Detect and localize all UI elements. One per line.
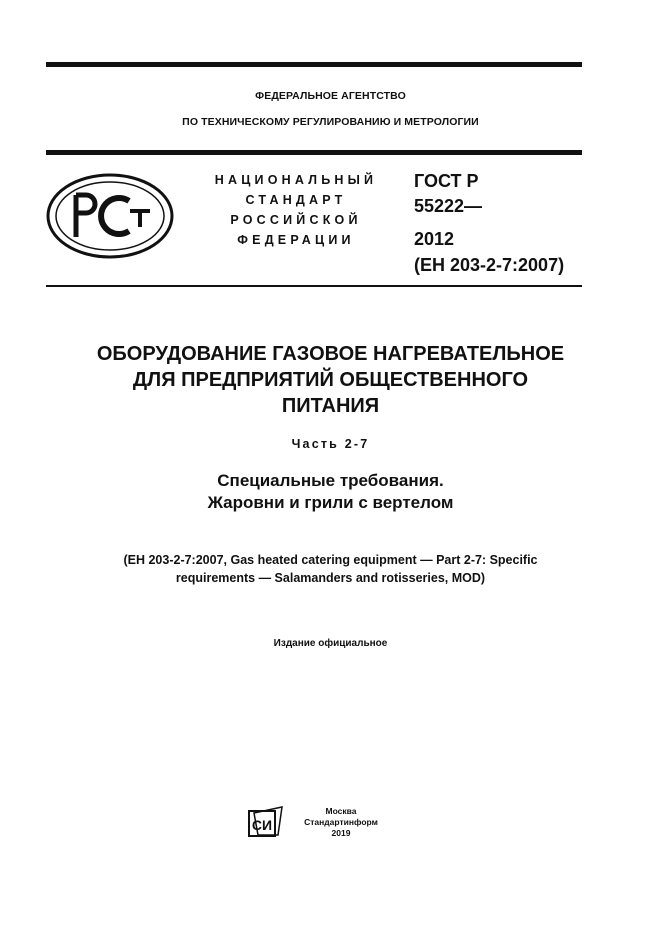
part-number: Часть 2-7: [291, 437, 370, 451]
publisher-city: Москва: [325, 806, 357, 816]
gost-r-logo: [46, 173, 174, 259]
publisher-logo-text: СИ: [251, 817, 273, 833]
designation-line-2: 55222—: [414, 196, 483, 216]
title-line-3: ПИТАНИЯ: [281, 395, 380, 417]
logo-text: РСТ: [110, 257, 112, 258]
header-rule: [46, 150, 582, 155]
national-standard-line-3: РОССИЙСКОЙ: [230, 213, 362, 227]
title-line-2: ДЛЯ ПРЕДПРИЯТИЙ ОБЩЕСТВЕННОГО: [132, 369, 529, 391]
designation-line-1: ГОСТ Р: [414, 171, 479, 191]
publisher-name: Стандартинформ: [304, 817, 378, 827]
top-rule: [46, 62, 582, 67]
edition-label: Издание официальное: [273, 638, 388, 649]
publisher-year: 2019: [331, 828, 351, 838]
subtitle-line-2: Жаровни и грили с вертелом: [207, 493, 454, 512]
national-standard-line-1: НАЦИОНАЛЬНЫЙ: [214, 173, 378, 187]
title-line-1: ОБОРУДОВАНИЕ ГАЗОВОЕ НАГРЕВАТЕЛЬНОЕ: [96, 343, 565, 365]
english-title-line-1: (EH 203-2-7:2007, Gas heated catering equipment — Part 2-7: Specific: [123, 553, 538, 567]
agency-line-2: ПО ТЕХНИЧЕСКОМУ РЕГУЛИРОВАНИЮ И МЕТРОЛОГИИ: [182, 116, 479, 128]
english-title-line-2: requirements — Salamanders and rotisseries, MOD): [175, 571, 486, 585]
national-standard-line-4: ФЕДЕРАЦИИ: [237, 233, 355, 247]
subtitle-line-1: Специальные требования.: [217, 471, 444, 490]
designation-line-3: 2012: [414, 229, 455, 249]
national-standard-line-2: СТАНДАРТ: [245, 193, 347, 207]
agency-line-1: ФЕДЕРАЛЬНОЕ АГЕНТСТВО: [255, 90, 406, 102]
designation-line-4: (ЕН 203-2-7:2007): [414, 255, 565, 275]
designation-rule: [46, 285, 582, 287]
standartinform-logo: [248, 806, 284, 838]
